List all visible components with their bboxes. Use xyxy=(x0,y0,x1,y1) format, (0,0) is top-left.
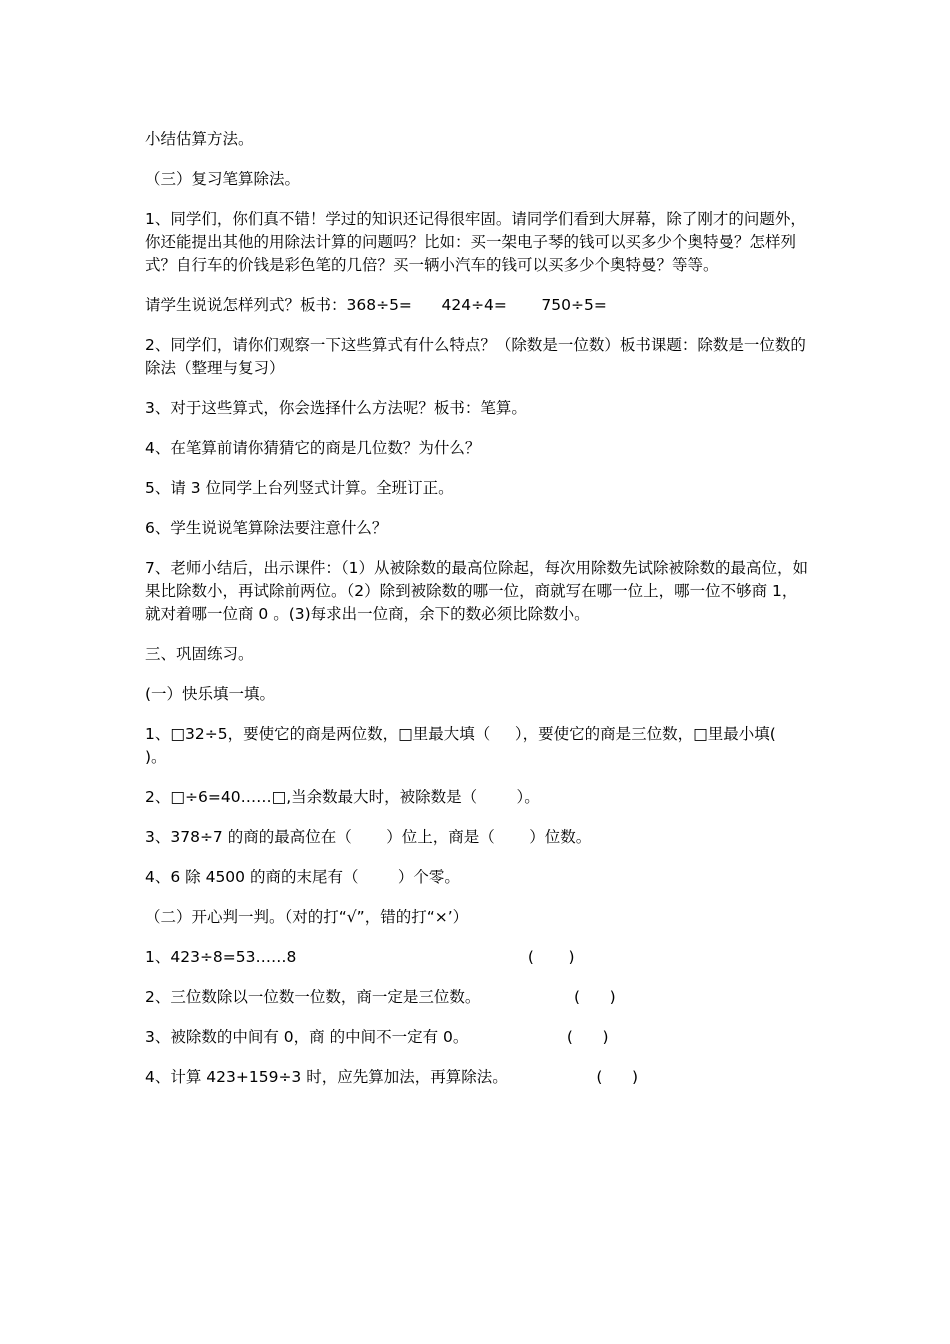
paragraph-item-6: 6、学生说说笔算除法要注意什么？ xyxy=(145,519,388,537)
subsection-heading-fill-in: (一）快乐填一填。 xyxy=(145,685,276,703)
section-heading-practice: 三、巩固练习。 xyxy=(145,645,254,663)
paragraph-item-1: 1、同学们，你们真不错！学过的知识还记得很牢固。请同学们看到大屏幕，除了刚才的问题外，你还能提出其他的用除法计算的问题吗？比如：买一架电子琴的钱可以买多少个奥特曼？怎样列式？自行车的价钱是彩色笔的几倍？买一辆小汽车的钱可以买多少个奥特曼？等等。 xyxy=(145,210,806,274)
fill-in-question-1: 1、□32÷5，要使它的商是两位数，□里最大填（ ），要使它的商是三位数，□里最小填( )。 xyxy=(145,725,811,766)
paragraph-item-7: 7、老师小结后，出示课件：（1）从被除数的最高位除起，每次用除数先试除被除数的最高位，如果比除数小，再试除前两位。（2）除到被除数的哪一位，商就写在哪一位上，哪一位不够商 1，就对着哪一位商 0 。(3)每求出一位商，余下的数必须比除数小。 xyxy=(145,559,808,623)
true-false-question-2: 2、三位数除以一位数一位数，商一定是三位数。 ( ) xyxy=(145,988,616,1006)
paragraph-item-2: 2、同学们，请你们观察一下这些算式有什么特点？（除数是一位数）板书课题：除数是一位数的除法（整理与复习） xyxy=(145,336,806,377)
subsection-heading-true-false: （二）开心判一判。（对的打“√”，错的打“×’） xyxy=(145,908,469,926)
fill-in-question-4: 4、6 除 4500 的商的末尾有（ ）个零。 xyxy=(145,868,460,886)
paragraph-item-3: 3、对于这些算式，你会选择什么方法呢？板书：笔算。 xyxy=(145,399,527,417)
paragraph-summary: 小结估算方法。 xyxy=(145,130,254,148)
paragraph-board-writing: 请学生说说怎样列式？板书：368÷5= 424÷4= 750÷5= xyxy=(145,296,607,314)
document-page xyxy=(145,128,810,1106)
true-false-question-4: 4、计算 423+159÷3 时，应先算加法，再算除法。 ( ) xyxy=(145,1068,639,1086)
section-heading-review-division: （三）复习笔算除法。 xyxy=(145,170,301,188)
fill-in-question-3: 3、378÷7 的商的最高位在（ ）位上，商是（ ）位数。 xyxy=(145,828,592,846)
true-false-question-1: 1、423÷8=53……8 ( ) xyxy=(145,948,575,966)
paragraph-item-4: 4、在笔算前请你猜猜它的商是几位数？为什么？ xyxy=(145,439,481,457)
fill-in-question-2: 2、□÷6=40……□,当余数最大时，被除数是（ ）。 xyxy=(145,788,540,806)
paragraph-item-5: 5、请 3 位同学上台列竖式计算。全班订正。 xyxy=(145,479,454,497)
true-false-question-3: 3、被除数的中间有 0，商 的中间不一定有 0。 ( ) xyxy=(145,1028,609,1046)
